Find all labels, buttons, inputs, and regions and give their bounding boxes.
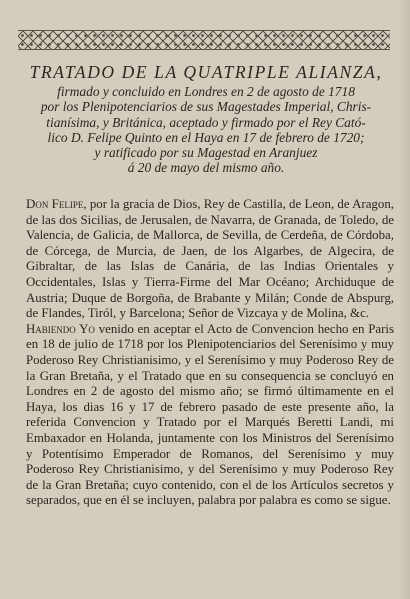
- subtitle-line-2: por los Plenipotenciarios de sus Magestades Imperial, Chris-: [40, 99, 372, 115]
- second-opening: Habiendo Yo: [26, 321, 95, 336]
- paragraph-2: [26, 322, 394, 509]
- document-title: TRATADO DE LA QUATRIPLE ALIANZA,: [29, 62, 383, 82]
- subtitle-line-1: firmado y concluido en Londres en 2 de agosto de 1718: [57, 84, 355, 99]
- document-body: [26, 196, 394, 509]
- opening-name: Don Felipe: [26, 196, 84, 211]
- decorative-border-band: [18, 30, 390, 50]
- subtitle-line-3: tianísima, y Británica, aceptado y firmado por el Rey Cató-: [46, 114, 366, 130]
- title-block: [20, 62, 392, 176]
- paragraph-2-text: venido en aceptar el Acto de Convencion hecho en Paris en 18 de julio de 1718 por los Plenipotenciarios del Serenísimo y muy Poderoso Rey Christianisimo, y el Serenísimo y muy Poderoso Rey de la Gran Bretaña, y el Tratado que en su consequencia se concluyó en Londres en 2 de agosto del mismo año; se firmó últimamente en el Haya, los dias 16 y 17 de febrero pasado de este presente año, la referida Convencion y Tratado por el Marqués Beretti Landi, mi Embaxador en Holanda, juntamente con los Ministros del Serenísimo y Potentísimo Emperador de Romanos, del Serenísimo y muy Poderoso Rey Christianisimo, y del Serenísimo y muy Poderoso Rey de la Gran Bretaña; cuyo contenido, con el de los Artículos secretos y separados, que en él se incluyen, palabra por palabra es como se sigue.: [26, 321, 394, 508]
- paragraph-1: [26, 196, 394, 322]
- subtitle-line-5: y ratificado por su Magestad en Aranjuez: [94, 145, 318, 161]
- subtitle-line-4: lico D. Felipe Quinto en el Haya en 17 de febrero de 1720;: [47, 129, 365, 145]
- page-edge-shadow: [400, 0, 410, 599]
- paragraph-1-text: , por la gracia de Dios, Rey de Castilla, de Leon, de Aragon, de las dos Sicilias, de Jerusalen, de Navarra, de Granada, de Toledo, de Valencia, de Galicia, de Mallorca, de Sevilla, de Cerdeña, de Córdoba, de Córcega, de Murcia, de Jaen, de los Algarbes, de Algecira, de Gibraltar, de las Islas de Canária, de las Indias Orientales y Occidentales, Islas y Tierra-Firme del Mar Océano; Archiduque de Austria; Duque de Borgoña, de Brabante y Milán; Conde de Abspurg, de Flandes, Tiról, y Barcelona; Señor de Vizcaya y de Molina, &c.: [26, 197, 394, 321]
- subtitle-line-6: á 20 de mayo del mismo año.: [127, 160, 285, 176]
